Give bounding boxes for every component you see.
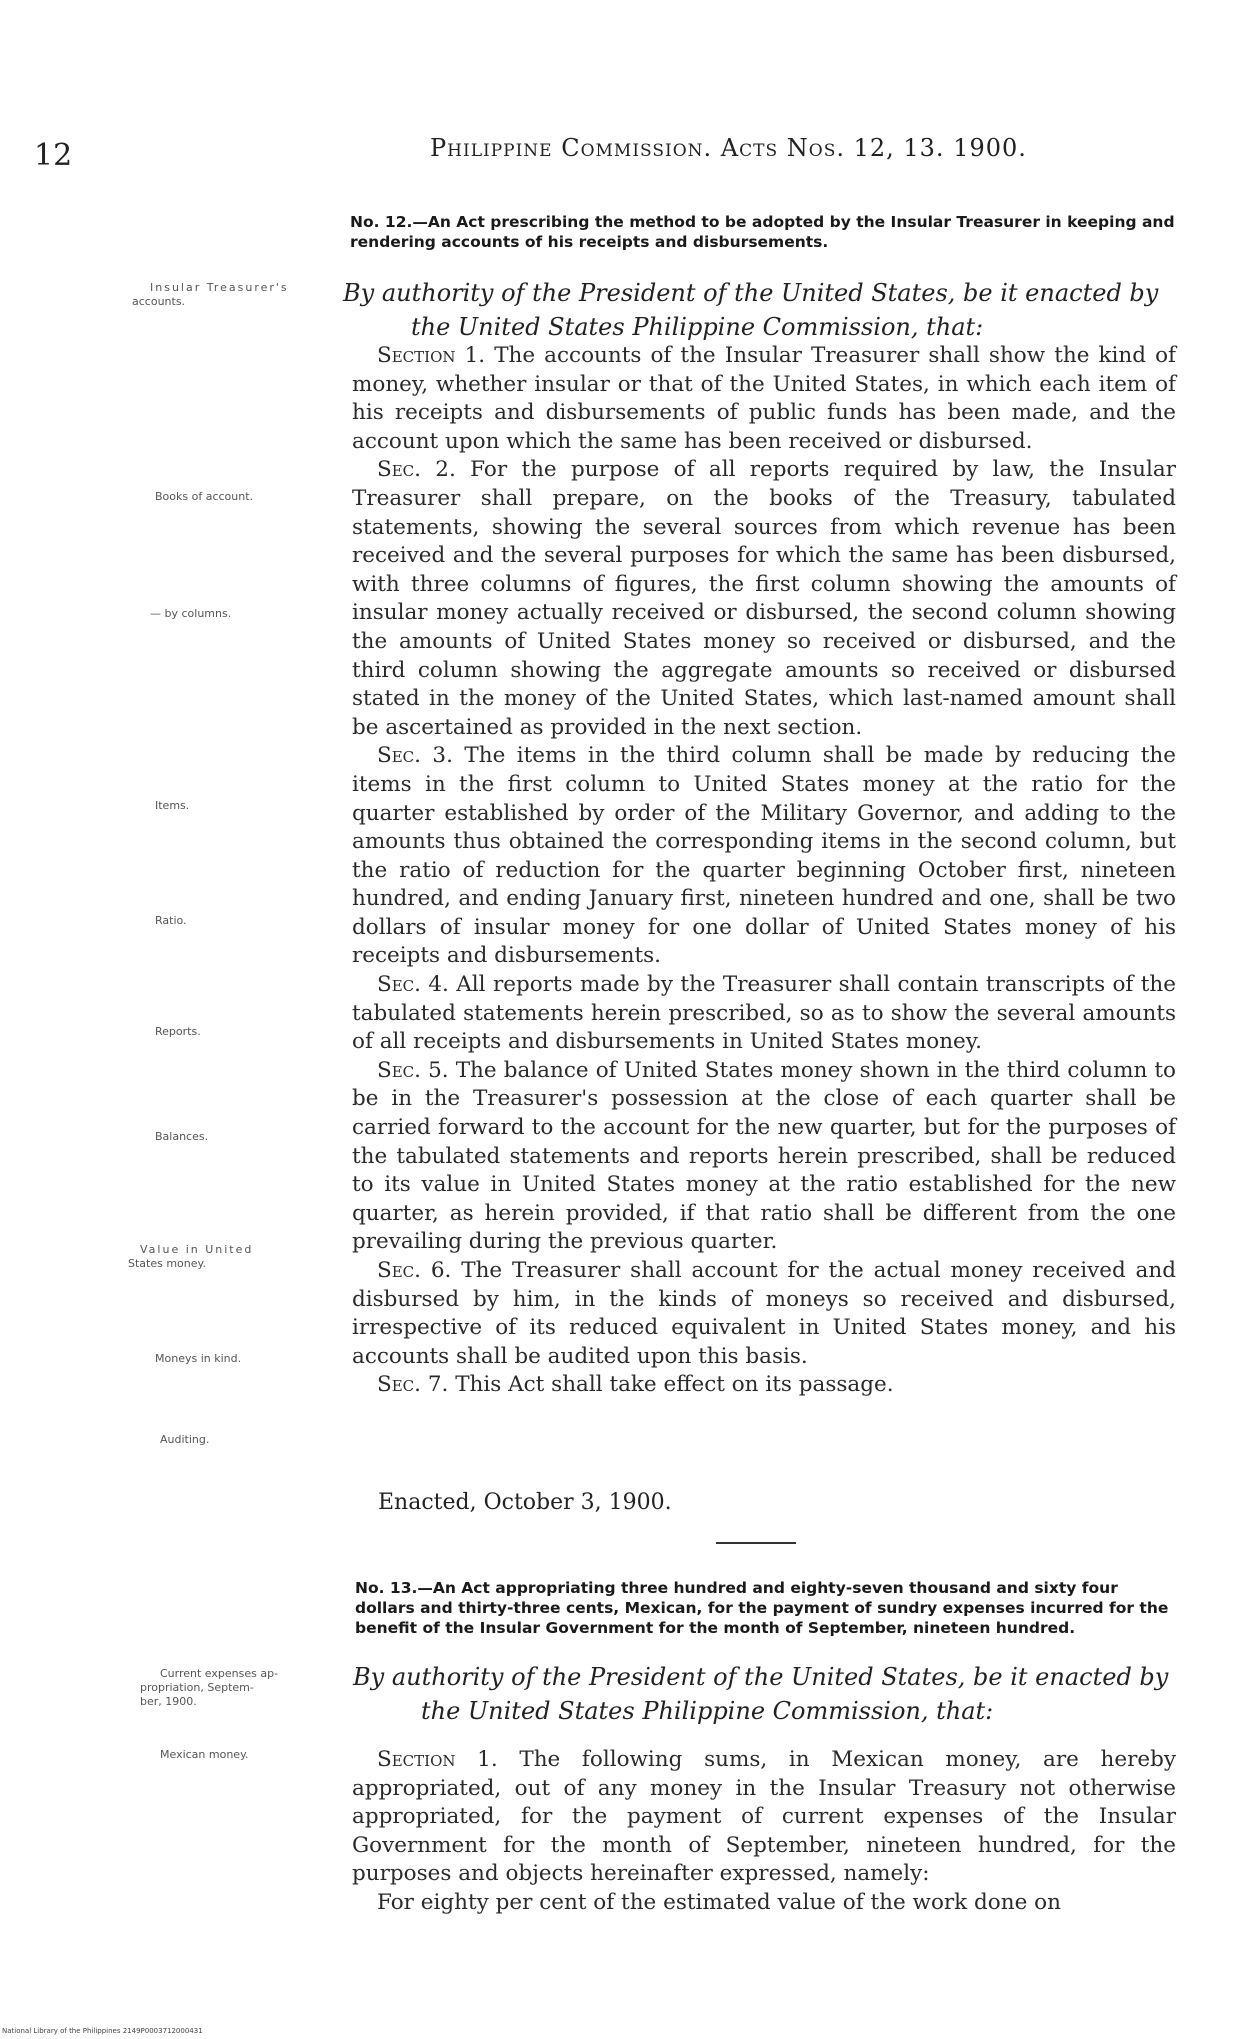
act-12-section-6: Sec. 6. The Treasurer shall account for the actual money received and disbursed by him, in the kinds of moneys so received and disbursed, irrespective of its reduced equivalent in United States money, and his accounts shall be audited upon this basis.	[352, 1258, 1176, 1369]
enacting-line-2: the United States Philippine Commission, that:	[411, 313, 984, 341]
act-12-body	[352, 342, 1176, 1400]
enacting-line-2: the United States Philippine Commission, that:	[421, 1697, 994, 1725]
act-12-section-4: Sec. 4. All reports made by the Treasurer shall contain transcripts of the tabulated statements herein prescribed, so as to show the several amounts of all receipts and disbursements in United States money.	[352, 972, 1176, 1055]
margin-note-reports: Reports.	[155, 1025, 201, 1038]
act-12-section-7: Sec. 7. This Act shall take effect on its passage.	[377, 1372, 894, 1398]
enacting-line-1: By authority of the President of the United States, be it enacted by	[353, 1663, 1169, 1691]
margin-note-current-c: ber, 1900.	[140, 1695, 197, 1708]
separator-rule	[716, 1542, 796, 1544]
margin-note-items: Items.	[155, 799, 190, 812]
margin-note-insular-a: Insular Treasurer's	[150, 281, 289, 294]
running-head: Philippine Commission. Acts Nos. 12, 13. 1900.	[430, 134, 1027, 162]
act-12-section-1: Section 1. The accounts of the Insular Treasurer shall show the kind of money, whether insular or that of the United States, in which each item of his receipts and disbursements of public funds has been made, and the account upon which the same has been received or disbursed.	[352, 343, 1176, 454]
act-13-body	[352, 1746, 1176, 1918]
margin-note-current-b: propriation, Septem-	[140, 1681, 254, 1694]
act-13-heading: No. 13.—An Act appropriating three hundred and eighty-seven thousand and sixty four dollars and thirty-three cents, Mexican, for the payment of sundry expenses incurred for the benefit of the Insular Government for the month of September, nineteen hundred.	[355, 1579, 1169, 1637]
enacting-line-1: By authority of the President of the United States, be it enacted by	[343, 279, 1159, 307]
margin-note-ratio: Ratio.	[155, 914, 187, 927]
act-13-continuation: For eighty per cent of the estimated value of the work done on	[377, 1889, 1061, 1915]
act-12-enacted-date: Enacted, October 3, 1900.	[378, 1490, 672, 1515]
margin-note-balances: Balances.	[155, 1130, 209, 1143]
margin-note-current-a: Current expenses ap-	[160, 1667, 279, 1680]
act-12-section-5: Sec. 5. The balance of United States money shown in the third column to be in the Treasurer's possession at the close of each quarter shall be carried forward to the account for the new quarter, but for the purposes of the tabulated statements and reports herein prescribed, shall be reduced to its value in United States money at the ratio established for the new quarter, as herein provided, if that ratio shall be different from the one prevailing during the previous quarter.	[352, 1057, 1177, 1255]
act-13-enacting-clause	[353, 1660, 1168, 1728]
act-12-section-3: Sec. 3. The items in the third column shall be made by reducing the items in the first column to United States money at the ratio for the quarter established by order of the Military Governor, and adding to the amounts thus obtained the corresponding items in the second column, but the ratio of reduction for the quarter beginning October first, nineteen hundred, and ending January first, nineteen hundred and one, shall be two dollars of insular money for one dollar of United States money of his receipts and disbursements.	[352, 743, 1176, 969]
margin-note-books: Books of account.	[155, 490, 254, 503]
act-12-section-2: Sec. 2. For the purpose of all reports required by law, the Insular Treasurer shall prepare, on the books of the Treasury, tabulated statements, showing the several sources from which revenue has been received and the several purposes for which the same has been disbursed, with three columns of figures, the first column showing the amounts of insular money actually received or disbursed, the second column showing the amounts of United States money so received or disbursed, and the third column showing the aggregate amounts so received or disbursed stated in the money of the United States, which last-named amount shall be ascertained as provided in the next section.	[352, 457, 1176, 740]
margin-note-value-a: Value in United	[140, 1243, 254, 1256]
margin-note-columns: — by columns.	[150, 607, 232, 620]
margin-note-moneys: Moneys in kind.	[155, 1352, 242, 1365]
margin-note-value-b: States money.	[128, 1257, 206, 1270]
page-number: 12	[34, 138, 73, 173]
act-12-enacting-clause	[343, 276, 1158, 344]
margin-note-insular-b: accounts.	[132, 295, 186, 308]
footer-attribution: National Library of the Philippines 2149P0003712000431	[2, 2027, 203, 2035]
margin-note-mexican: Mexican money.	[160, 1748, 249, 1761]
act-12-heading: No. 12.—An Act prescribing the method to be adopted by the Insular Treasurer in keeping and rendering accounts of his receipts and disbursements.	[350, 213, 1175, 251]
margin-note-auditing: Auditing.	[160, 1433, 210, 1446]
act-13-section-1: Section 1. The following sums, in Mexican money, are hereby appropriated, out of any money in the Insular Treasury not otherwise appropriated, for the payment of current expenses of the Insular Government for the month of September, nineteen hundred, for the purposes and objects hereinafter expressed, namely:	[352, 1747, 1177, 1887]
